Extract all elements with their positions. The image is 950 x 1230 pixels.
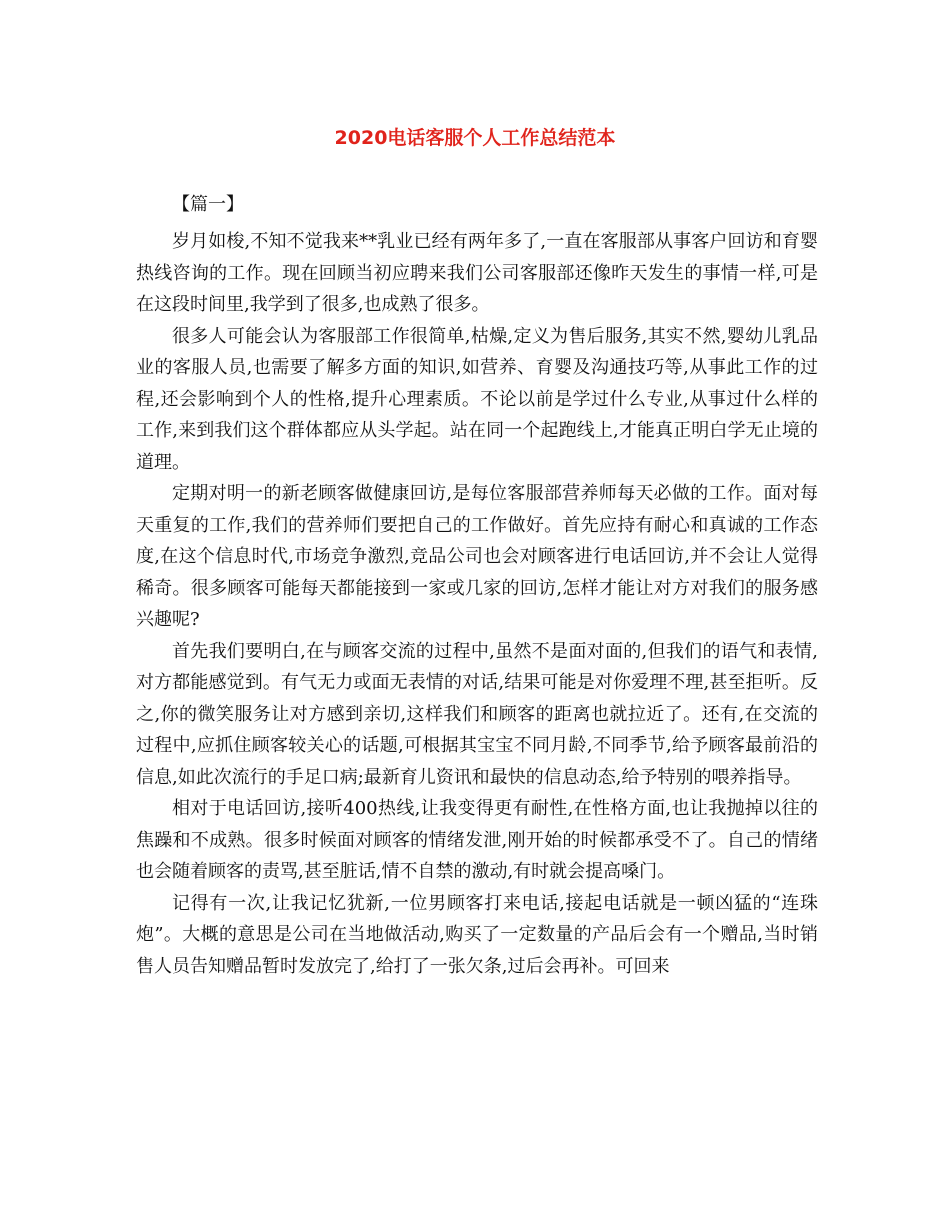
- paragraph-5: 相对于电话回访,接听400热线,让我变得更有耐性,在性格方面,也让我抛掉以往的焦躁和不成熟。很多时候面对顾客的情绪发泄,刚开始的时候都承受不了。自己的情绪也会随着顾客的责骂,甚至脏话,情不自禁的激动,有时就会提高嗓门。: [136, 798, 818, 882]
- section-label: 【篇一】: [172, 194, 244, 215]
- document-body: [136, 226, 818, 982]
- paragraph-3: 定期对明一的新老顾客做健康回访,是每位客服部营养师每天必做的工作。面对每天重复的工作,我们的营养师们要把自己的工作做好。首先应持有耐心和真诚的工作态度,在这个信息时代,市场竞争激烈,竞品公司也会对顾客进行电话回访,并不会让人觉得稀奇。很多顾客可能每天都能接到一家或几家的回访,怎样才能让对方对我们的服务感兴趣呢?: [136, 483, 818, 630]
- paragraph-1: 岁月如梭,不知不觉我来**乳业已经有两年多了,一直在客服部从事客户回访和育婴热线咨询的工作。现在回顾当初应聘来我们公司客服部还像昨天发生的事情一样,可是在这段时间里,我学到了很多,也成熟了很多。: [136, 231, 818, 315]
- document-title: 2020电话客服个人工作总结范本: [334, 127, 616, 149]
- paragraph-4: 首先我们要明白,在与顾客交流的过程中,虽然不是面对面的,但我们的语气和表情,对方都能感觉到。有气无力或面无表情的对话,结果可能是对你爱理不理,甚至拒听。反之,你的微笑服务让对方感到亲切,这样我们和顾客的距离也就拉近了。还有,在交流的过程中,应抓住顾客较关心的话题,可根据其宝宝不同月龄,不同季节,给予顾客最前沿的信息,如此次流行的手足口病;最新育儿资讯和最快的信息动态,给予特别的喂养指导。: [136, 640, 818, 788]
- paragraph-6: 记得有一次,让我记忆犹新,一位男顾客打来电话,接起电话就是一顿凶猛的“连珠炮”。大概的意思是公司在当地做活动,购买了一定数量的产品后会有一个赠品,当时销售人员告知赠品暂时发放完了,给打了一张欠条,过后会再补。可回来: [136, 892, 818, 977]
- paragraph-2: 很多人可能会认为客服部工作很简单,枯燥,定义为售后服务,其实不然,婴幼儿乳品业的客服人员,也需要了解多方面的知识,如营养、育婴及沟通技巧等,从事此工作的过程,还会影响到个人的性格,提升心理素质。不论以前是学过什么专业,从事过什么样的工作,来到我们这个群体都应从头学起。站在同一个起跑线上,才能真正明白学无止境的道理。: [136, 325, 818, 473]
